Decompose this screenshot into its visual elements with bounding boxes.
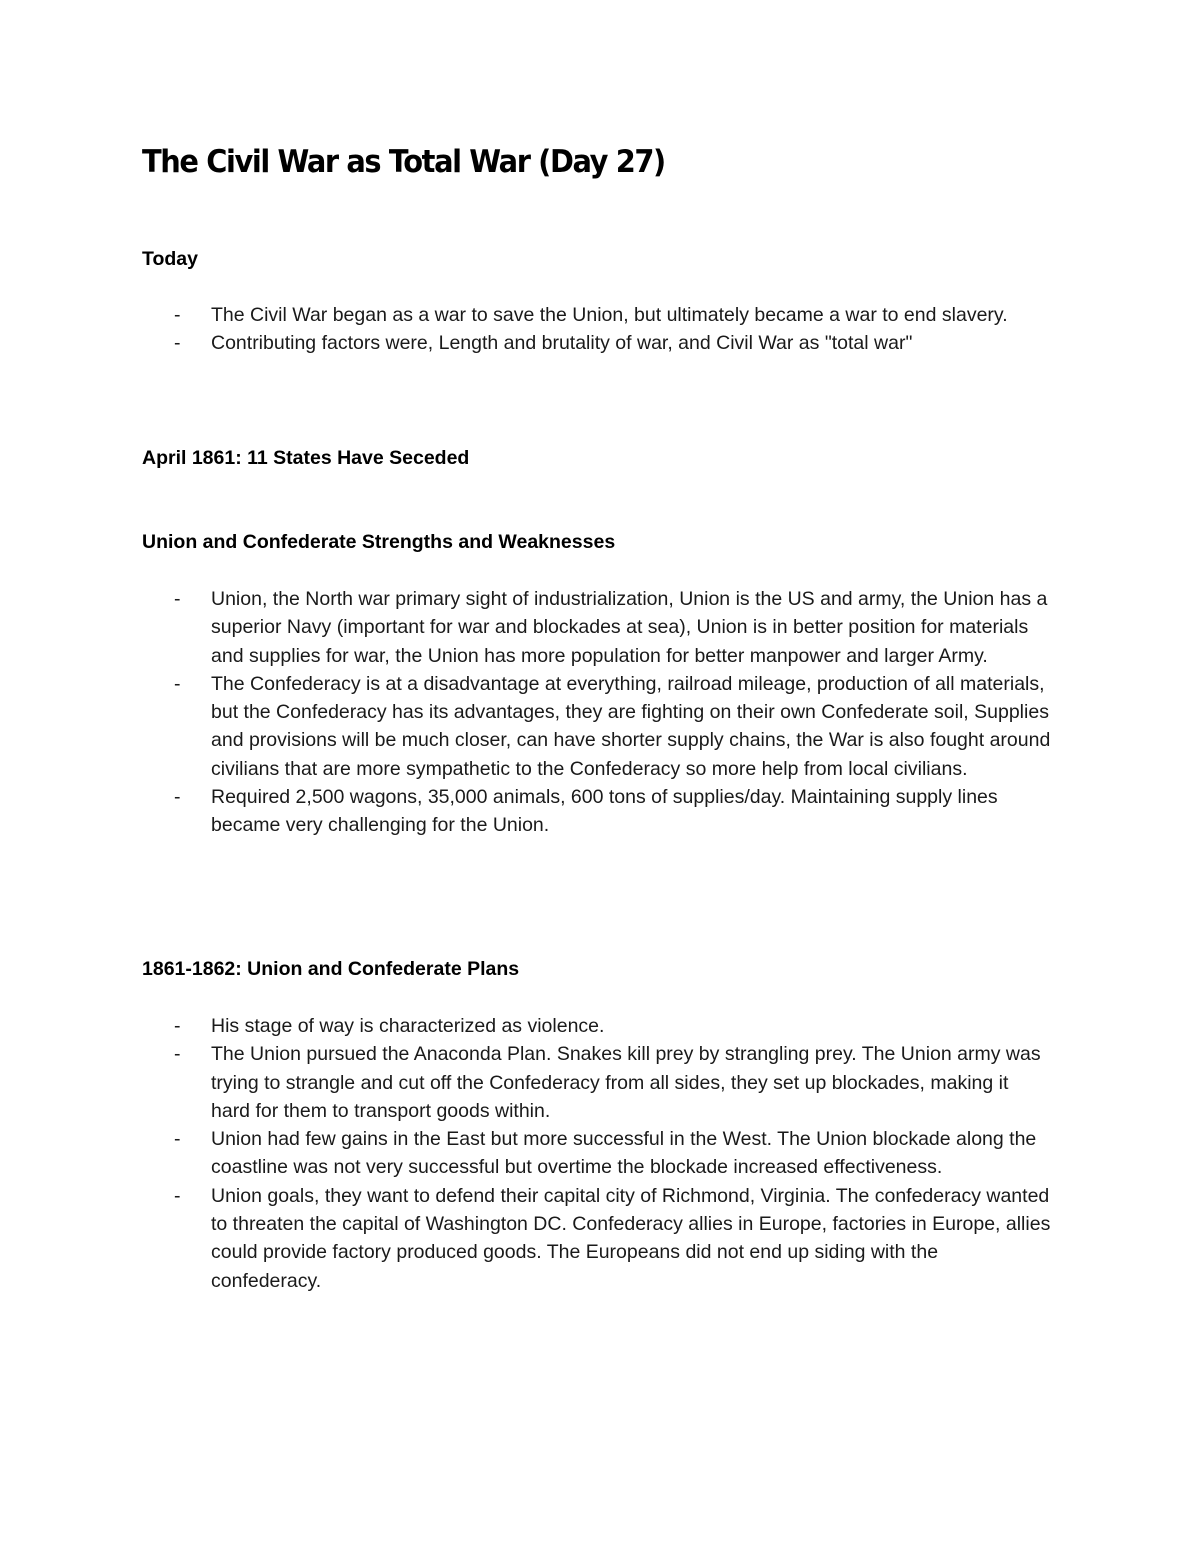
bullet-dash: - bbox=[174, 588, 181, 610]
list-item bbox=[0, 585, 1051, 670]
bullet-dash: - bbox=[174, 786, 181, 809]
list-item-text: Union, the North war primary sight of industrialization, Union is the US and army, the Union has a superior Navy (important for war and blockades at sea), Union is in better position for materials and supplies for war, the Union has more population for better manpower and larger Army. bbox=[211, 588, 1048, 667]
list-item bbox=[0, 1040, 1051, 1125]
section-heading-today: Today bbox=[142, 248, 198, 270]
bullet-dash: - bbox=[174, 1015, 181, 1037]
list-item bbox=[0, 1012, 1051, 1040]
section-heading-strengths-weaknesses: Union and Confederate Strengths and Weaknesses bbox=[142, 531, 616, 553]
bullet-dash: - bbox=[174, 304, 181, 326]
bullet-dash: - bbox=[174, 1043, 181, 1066]
bullet-dash: - bbox=[174, 1184, 181, 1207]
plans-bullet-list bbox=[0, 1012, 1200, 1295]
list-item-text: The Union pursued the Anaconda Plan. Snakes kill prey by strangling prey. The Union army was trying to strangle and cut off the Confederacy from all sides, they set up blockades, making it hard for them to transport goods within. bbox=[211, 1043, 1041, 1122]
section-heading-april-1861: April 1861: 11 States Have Seceded bbox=[142, 447, 470, 469]
section-heading-1861-1862-plans: 1861-1862: Union and Confederate Plans bbox=[142, 958, 520, 980]
strengths-bullet-list bbox=[0, 585, 1200, 840]
bullet-dash: - bbox=[174, 672, 181, 695]
list-item-text: Contributing factors were, Length and brutality of war, and Civil War as "total war" bbox=[211, 332, 913, 355]
list-item bbox=[0, 301, 1051, 329]
list-item-text: Union goals, they want to defend their capital city of Richmond, Virginia. The confederacy wanted to threaten the capital of Washington DC. Confederacy allies in Europe, factories in Europe, allies could provide factory produced goods. The Europeans did not end up siding with the confederacy. bbox=[211, 1184, 1051, 1292]
bullet-dash: - bbox=[174, 1128, 181, 1151]
list-item bbox=[0, 670, 1051, 783]
list-item-text: Required 2,500 wagons, 35,000 animals, 600 tons of supplies/day. Maintaining supply lines became very challenging for the Union. bbox=[211, 786, 998, 837]
list-item bbox=[0, 1125, 1051, 1182]
list-item bbox=[0, 1182, 1051, 1295]
document-title: The Civil War as Total War (Day 27) bbox=[142, 144, 665, 180]
list-item-text: The Confederacy is at a disadvantage at everything, railroad mileage, production of all materials, but the Confederacy has its advantages, they are fighting on their own Confederate soil, Supplies and provisions will be much closer, can have shorter supply chains, the War is also fought around civilians that are more sympathetic to the Confederacy so more help from local civilians. bbox=[211, 672, 1051, 780]
list-item-text: Union had few gains in the East but more successful in the West. The Union blockade along the coastline was not very successful but overtime the blockade increased effectiveness. bbox=[211, 1128, 1037, 1179]
list-item bbox=[0, 783, 1051, 840]
list-item bbox=[0, 329, 1051, 357]
list-item-text: His stage of way is characterized as violence. bbox=[211, 1015, 605, 1037]
today-bullet-list bbox=[0, 301, 1200, 358]
bullet-dash: - bbox=[174, 332, 181, 355]
list-item-text: The Civil War began as a war to save the Union, but ultimately became a war to end slavery. bbox=[211, 304, 1008, 326]
